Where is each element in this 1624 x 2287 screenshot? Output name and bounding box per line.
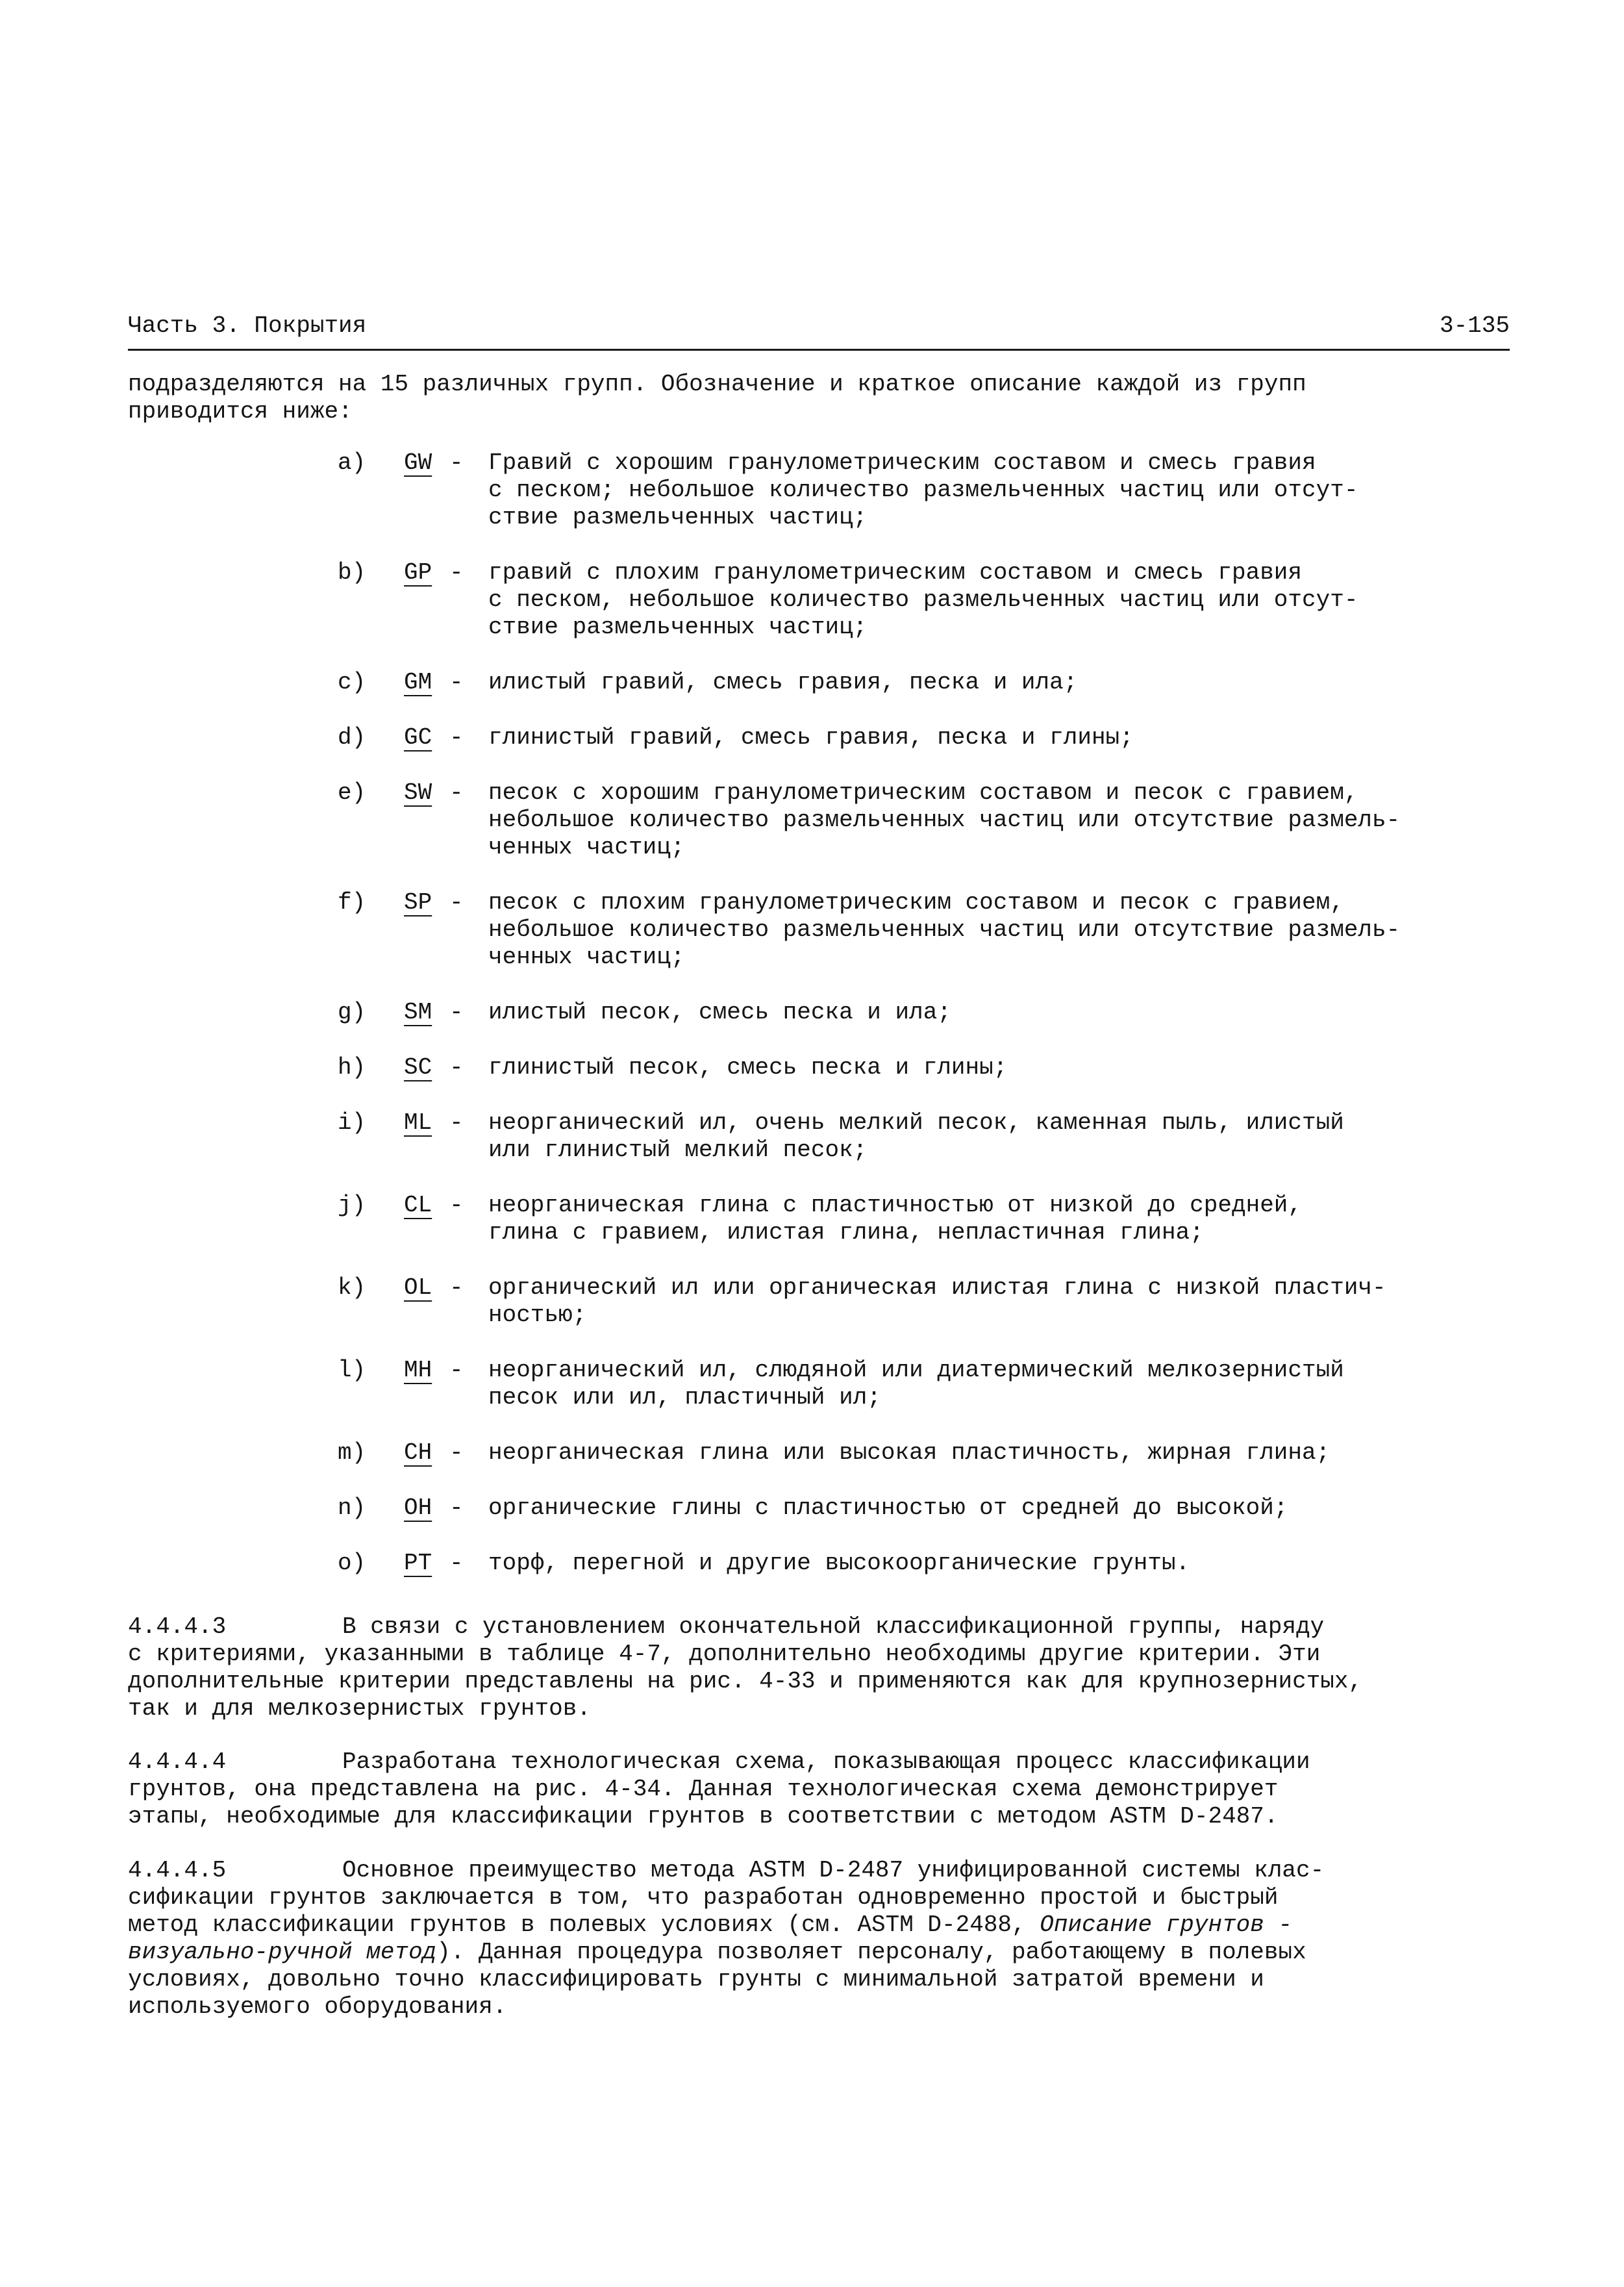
list-item-dash: - — [449, 559, 464, 586]
soil-group-description: Гравий с хорошим гранулометрическим составом и смесь гравия с песком; небольшое количество размельченных частиц или отсут- ствие размельченных частиц; — [488, 449, 1358, 531]
soil-group-description: песок с плохим гранулометрическим составом и песок с гравием, небольшое количество размельченных частиц или отсутствие размель- ченных частиц; — [488, 889, 1401, 970]
soil-group-description: илистый гравий, смесь гравия, песка и ила; — [488, 669, 1078, 696]
soil-group-description: песок с хорошим гранулометрическим составом и песок с гравием, небольшое количество размельченных частиц или отсутствие размель- ченных частиц; — [488, 779, 1401, 861]
list-item-letter: l) — [338, 1357, 366, 1384]
list-item — [338, 1439, 1584, 1467]
paragraph-number: 4.4.4.4 — [128, 1749, 227, 1775]
list-item-letter: b) — [338, 559, 366, 586]
list-item — [338, 1109, 1584, 1164]
list-item-letter: d) — [338, 724, 366, 751]
paragraph-4-4-4-5 — [128, 1857, 1556, 2021]
list-item-dash: - — [449, 999, 464, 1026]
soil-group-description: неорганический ил, очень мелкий песок, каменная пыль, илистый или глинистый мелкий песок; — [488, 1109, 1344, 1163]
list-item-dash: - — [449, 779, 464, 806]
paragraph-text: Разработана технологическая схема, показывающая процесс классификации грунтов, она представлена на рис. 4-34. Данная технологическая схема демонстрирует этапы, необходимые для классификации грунтов в соответствии с методом ASTM D-2487. — [128, 1749, 1310, 1830]
list-item-dash: - — [449, 1357, 464, 1384]
soil-group-code: OH — [404, 1495, 432, 1521]
soil-group-description: органический ил или органическая илистая глина с низкой пластич- ностью; — [488, 1274, 1386, 1328]
soil-group-code: CL — [404, 1192, 432, 1219]
list-item-dash: - — [449, 1495, 464, 1521]
list-item-letter: a) — [338, 449, 366, 476]
header-section-title: Часть 3. Покрытия — [128, 312, 367, 339]
soil-group-code: PT — [404, 1550, 432, 1576]
list-item-dash: - — [449, 1109, 464, 1136]
list-item-letter: f) — [338, 889, 366, 916]
list-item-letter: o) — [338, 1550, 366, 1576]
soil-group-description: неорганический ил, слюдяной или диатермический мелкозернистый песок или ил, пластичный ил; — [488, 1357, 1344, 1411]
soil-group-description: илистый песок, смесь песка и ила; — [488, 999, 951, 1026]
paragraph-text: Основное преимущество метода ASTM D-2487 унифицированной системы клас- сификации грунтов заключается в том, что разработан одновременно простой и быстрый метод классификации грунтов в полевых условиях (см. ASTM D-2488, — [128, 1857, 1325, 1938]
list-item-letter: e) — [338, 779, 366, 806]
list-item-letter: g) — [338, 999, 366, 1026]
list-item-dash: - — [449, 1439, 464, 1466]
soil-group-description: глинистый гравий, смесь гравия, песка и глины; — [488, 724, 1134, 751]
soil-group-code: CH — [404, 1439, 432, 1466]
soil-group-list — [338, 449, 1584, 1605]
list-item — [338, 1357, 1584, 1411]
soil-group-description: неорганическая глина с пластичностью от низкой до средней, глина с гравием, илистая глина, непластичная глина; — [488, 1192, 1303, 1246]
running-header — [128, 312, 1510, 351]
paragraph-4-4-4-4 — [128, 1749, 1556, 1830]
list-item — [338, 724, 1584, 752]
list-item — [338, 1054, 1584, 1081]
list-item-dash: - — [449, 669, 464, 696]
list-item-letter: m) — [338, 1439, 366, 1466]
soil-group-description: гравий с плохим гранулометрическим составом и смесь гравия с песком, небольшое количество размельченных частиц или отсут- ствие размельченных частиц; — [488, 559, 1358, 640]
list-item-letter: n) — [338, 1495, 366, 1521]
list-item — [338, 889, 1584, 971]
soil-group-description: неорганическая глина или высокая пластичность, жирная глина; — [488, 1439, 1330, 1466]
soil-group-code: MH — [404, 1357, 432, 1384]
soil-group-description: органические глины с пластичностью от средней до высокой; — [488, 1495, 1288, 1521]
list-item — [338, 669, 1584, 696]
list-item-letter: h) — [338, 1054, 366, 1081]
list-item-letter: c) — [338, 669, 366, 696]
list-item — [338, 779, 1584, 861]
soil-group-code: OL — [404, 1274, 432, 1301]
list-item-letter: k) — [338, 1274, 366, 1301]
paragraph-text: ). Данная процедура позволяет персоналу, работающему в полевых условиях, довольно точно классифицировать грунты с минимальной затратой времени и используемого оборудования. — [128, 1939, 1306, 2020]
list-item-dash: - — [449, 1550, 464, 1576]
soil-group-description: глинистый песок, смесь песка и глины; — [488, 1054, 1008, 1081]
list-item-letter: i) — [338, 1109, 366, 1136]
intro-paragraph: подразделяются на 15 различных групп. Обозначение и краткое описание каждой из групп приводится ниже: — [128, 371, 1306, 425]
soil-group-description: торф, перегной и другие высокоорганические грунты. — [488, 1550, 1190, 1576]
list-item-dash: - — [449, 724, 464, 751]
soil-group-code: SW — [404, 779, 432, 806]
list-item — [338, 449, 1584, 531]
header-page-number: 3-135 — [1439, 312, 1510, 339]
paragraph-4-4-4-3 — [128, 1613, 1556, 1723]
paragraph-text: В связи с установлением окончательной классификационной группы, наряду с критериями, указанными в таблице 4-7, дополнительно необходимы другие критерии. Эти дополнительные критерии представлены на рис. 4-33 и применяются как для крупнозернистых, так и для мелкозернистых грунтов. — [128, 1613, 1363, 1722]
soil-group-code: GC — [404, 724, 432, 751]
soil-group-code: ML — [404, 1109, 432, 1136]
paragraph-text-italic: Описание грунтов - визуально-ручной метод — [128, 1912, 1293, 1965]
list-item-letter: j) — [338, 1192, 366, 1219]
list-item-dash: - — [449, 1054, 464, 1081]
soil-group-code: SP — [404, 889, 432, 916]
soil-group-code: SC — [404, 1054, 432, 1081]
soil-group-code: GP — [404, 559, 432, 586]
paragraph-number: 4.4.4.3 — [128, 1613, 227, 1640]
list-item — [338, 1192, 1584, 1246]
soil-group-code: SM — [404, 999, 432, 1026]
list-item-dash: - — [449, 449, 464, 476]
list-item — [338, 1550, 1584, 1577]
paragraph-number: 4.4.4.5 — [128, 1857, 227, 1884]
list-item — [338, 1495, 1584, 1522]
list-item-dash: - — [449, 889, 464, 916]
list-item-dash: - — [449, 1274, 464, 1301]
soil-group-code: GM — [404, 669, 432, 696]
soil-group-code: GW — [404, 449, 432, 476]
list-item — [338, 559, 1584, 641]
list-item-dash: - — [449, 1192, 464, 1219]
list-item — [338, 1274, 1584, 1329]
list-item — [338, 999, 1584, 1026]
